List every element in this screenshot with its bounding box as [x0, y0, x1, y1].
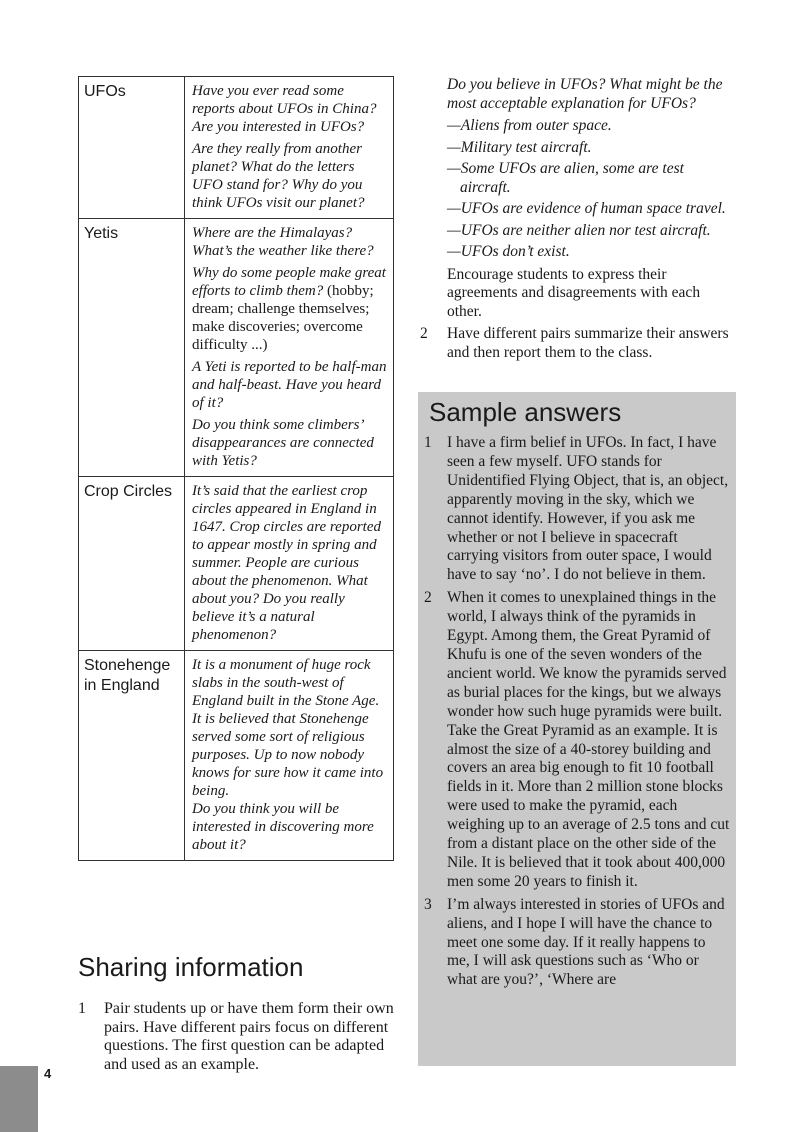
step-text: Have different pairs summarize their answers and then report them to the class.	[447, 325, 729, 361]
sharing-information-heading: Sharing information	[78, 952, 304, 982]
table-row	[79, 651, 394, 861]
answer-text: I’m always interested in stories of UFOs and aliens, and I hope I will have the chance to meet one some day. If it really happens to me, I will ask questions such as ‘Who or what are you?’, ‘Where are	[447, 895, 725, 989]
list-item: —Aliens from outer space.	[447, 117, 612, 134]
question-paragraph: It is a monument of huge rock slabs in the south-west of England built in the Stone Age. It is believed that Stonehenge served some sort of religious purposes. Up to now nobody knows for sure how it came into being.	[192, 657, 384, 799]
question-paragraph: A Yeti is reported to be half-man and half-beast. Have you heard of it?	[192, 359, 387, 411]
topic-questions	[185, 477, 394, 651]
answer-number: 1	[424, 434, 432, 451]
page-edge-tab	[0, 1066, 38, 1132]
list-item: —Military test aircraft.	[447, 138, 592, 156]
step-text: Pair students up or have them form their own pairs. Have different pairs focus on different questions. The first question can be adapted and used as an example.	[104, 1000, 394, 1073]
topic-questions	[185, 219, 394, 477]
list-item	[420, 325, 738, 362]
table-row	[79, 477, 394, 651]
question-paragraph: Have you ever read some reports about UFOs in China? Are you interested in UFOs?	[192, 83, 377, 135]
list-item: —UFOs are evidence of human space travel.	[447, 200, 726, 217]
list-item: —UFOs don’t exist.	[447, 243, 570, 260]
question-paragraph: Where are the Himalayas? What’s the weather like there?	[192, 225, 374, 259]
question-italic-text: Why do some people make great efforts to climb them?	[192, 265, 386, 299]
question-paragraph: Do you think you will be interested in discovering more about it?	[192, 801, 374, 853]
sample-answers-heading: Sample answers	[429, 397, 622, 427]
answer-text: When it comes to unexplained things in the world, I always think of the pyramids in Egypt. Among them, the Great Pyramid of Khufu is one of the seven wonders of the ancient world. We know the pyramids served as burial places for the kings, but we always wonder how such huge pyramids were built. Take the Great Pyramid as an example. It is almost the size of a 40-storey building and covers an area big enough to fit 10 football fields in it. More than 2 million stone blocks were used to make the pyramid, each weighing up to an average of 2.5 tons and cut from a distant place on the other side of the Nile. It is believed that it took about 400,000 men some 20 years to finish it.	[447, 589, 730, 890]
topic-questions	[185, 651, 394, 861]
sample-answers-box	[418, 392, 736, 1066]
encourage-text: Encourage students to express their agreements and disagreements with each other.	[447, 265, 701, 320]
table-row	[79, 219, 394, 477]
list-item	[424, 589, 730, 892]
list-item	[78, 1000, 396, 1074]
discussion-column	[420, 76, 738, 362]
answer-number: 2	[424, 589, 432, 607]
topic-label: UFOs	[79, 77, 185, 219]
topic-questions	[185, 77, 394, 219]
list-item	[424, 896, 730, 991]
discussion-question: Do you believe in UFOs? What might be the most acceptable explanation for UFOs?	[447, 76, 723, 112]
step-number: 1	[78, 1000, 86, 1017]
list-item	[424, 434, 730, 585]
answer-text: I have a firm belief in UFOs. In fact, I have seen a few myself. UFO stands for Unidentified Flying Object, that is, an object, apparently moving in the sky, which we cannot identify. However, if you ask me whether or not I believe in spacecraft carrying visitors from outer space, I would have to say ‘no’. I do not believe in them.	[447, 434, 729, 584]
list-item: —Some UFOs are alien, some are test aircraft.	[447, 160, 684, 196]
topic-label: Stonehenge in England	[79, 651, 185, 861]
question-hint-text: (hobby; dream; challenge themselves; make discoveries; overcome difficulty ...)	[192, 283, 374, 353]
explanation-options	[420, 117, 738, 262]
question-paragraph: It’s said that the earliest crop circles appeared in England in 1647. Crop circles are reported to appear mostly in spring and summer. People are curious about the phenomenon. What about you? Do you really believe it’s a natural phenomenon?	[192, 483, 382, 643]
sample-answers-list	[418, 434, 736, 990]
question-paragraph	[192, 264, 389, 354]
question-paragraph: Do you think some climbers’ disappearances are connected with Yetis?	[192, 417, 374, 469]
question-paragraph: Are they really from another planet? What do the letters UFO stand for? Why do you think UFOs visit our planet?	[192, 141, 365, 211]
table-row	[79, 77, 394, 219]
topic-question-table	[78, 76, 394, 861]
step-number: 2	[420, 325, 428, 342]
list-item: —UFOs are neither alien nor test aircraft.	[447, 221, 711, 239]
sharing-steps	[78, 1000, 396, 1074]
page-number: 4	[44, 1066, 52, 1081]
topic-label: Crop Circles	[79, 477, 185, 651]
topic-label: Yetis	[79, 219, 185, 477]
answer-number: 3	[424, 895, 432, 913]
